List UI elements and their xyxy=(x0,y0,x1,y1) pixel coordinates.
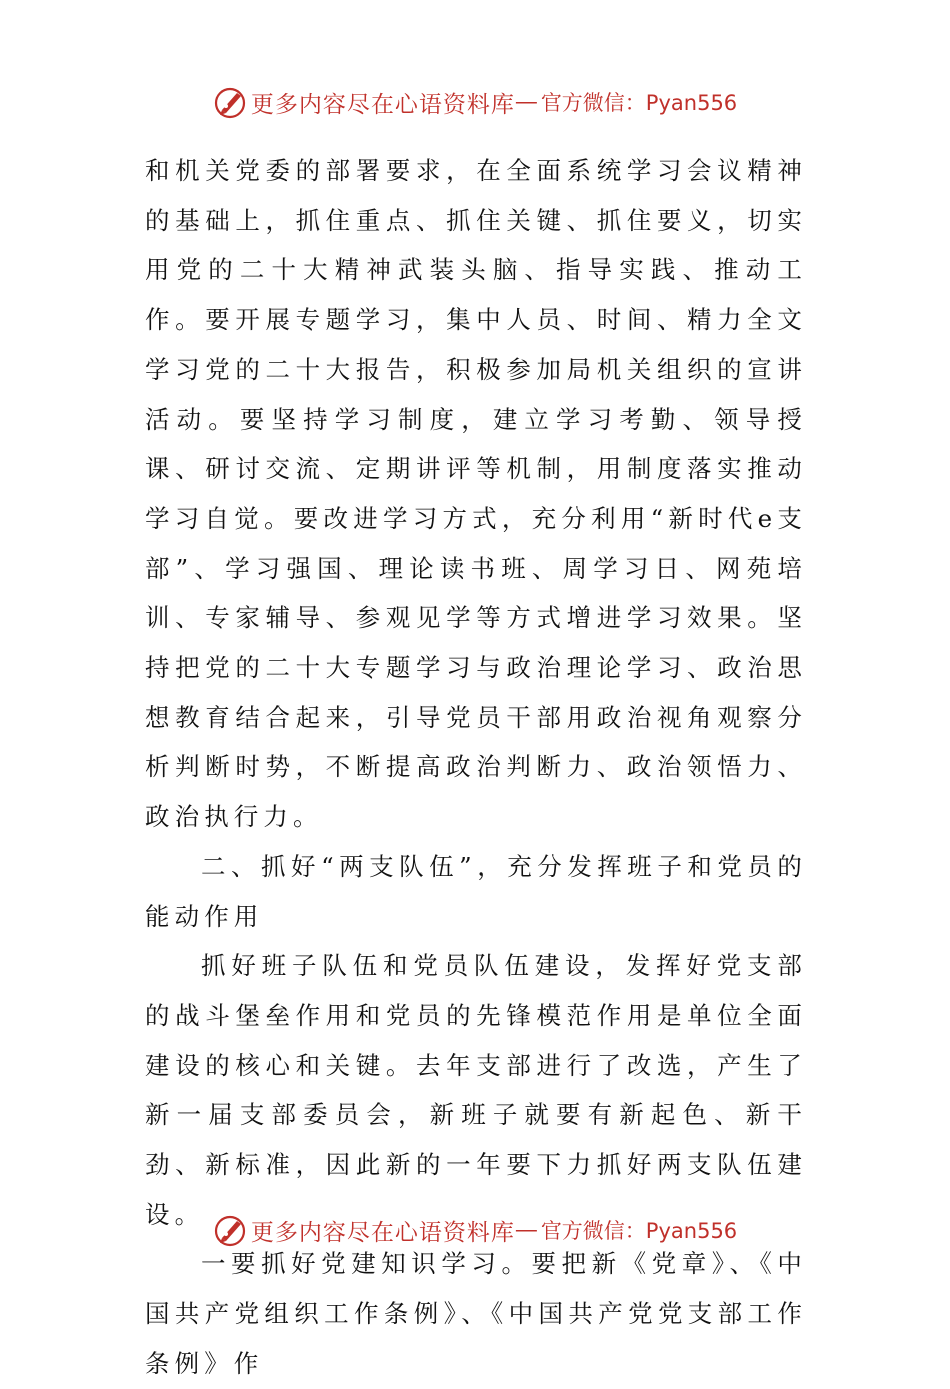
watermark-site-text: 更多内容尽在心语资料库 xyxy=(250,1219,515,1246)
paragraph: 抓好班子队伍和党员队伍建设，发挥好党支部的战斗堡垒作用和党员的先锋模范作用是单位全面建设的核心和关键。去年支部进行了改选，产生了新一届支部委员会，新班子就要有新起色、新干劲、新标准，因此新的一年要下力抓好两支队伍建设。 xyxy=(145,951,807,1229)
watermark-wechat-text: 官方微信：Pyan556 xyxy=(540,91,738,115)
watermark-dash: — xyxy=(514,1217,539,1243)
watermark-dash: — xyxy=(514,89,539,115)
document-body xyxy=(145,146,807,1389)
watermark-site-text: 更多内容尽在心语资料库 xyxy=(250,91,515,118)
pen-logo-icon xyxy=(213,84,249,120)
watermark-banner-top xyxy=(0,82,950,122)
watermark-banner-bottom xyxy=(0,1210,950,1250)
watermark-wechat-text: 官方微信：Pyan556 xyxy=(540,1219,738,1243)
paragraph: 和机关党委的部署要求，在全面系统学习会议精神的基础上，抓住重点、抓住关键、抓住要义，切实用党的二十大精神武装头脑、指导实践、推动工作。要开展专题学习，集中人员、时间、精力全文学习党的二十大报告，积极参加局机关组织的宣讲活动。要坚持学习制度，建立学习考勤、领导授课、研讨交流、定期讲评等机制，用制度落实推动学习自觉。要改进学习方式，充分利用“新时代e支部”、学习强国、理论读书班、周学习日、网苑培训、专家辅导、参观见学等方式增进学习效果。坚持把党的二十大专题学习与政治理论学习、政治思想教育结合起来，引导党员干部用政治视角观察分析判断时势，不断提高政治判断力、政治领悟力、政治执行力。 xyxy=(145,156,807,832)
pen-logo-icon xyxy=(213,1212,249,1248)
paragraph: 一要抓好党建知识学习。要把新《党章》、《中国共产党组织工作条例》、《中国共产党党支部工作条例》作 xyxy=(145,1249,807,1378)
section-heading: 二、抓好“两支队伍”，充分发挥班子和党员的能动作用 xyxy=(145,851,807,931)
